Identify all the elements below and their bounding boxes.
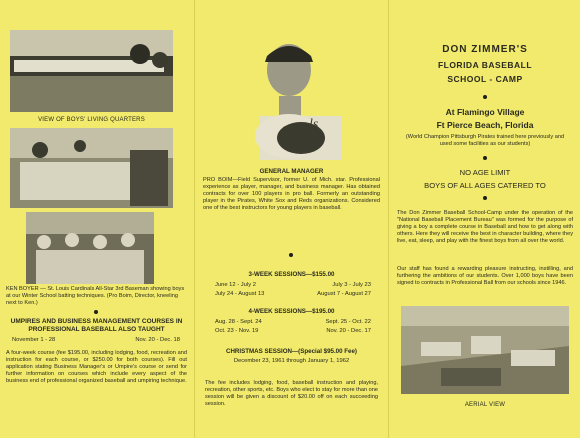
session-date: Sept. 25 - Oct. 22 [325,319,371,325]
svg-text:ls: ls [309,117,319,132]
session-date: Oct. 23 - Nov. 19 [215,328,259,334]
title-line-3: SCHOOL - CAMP [447,74,523,84]
four-week-row [215,328,371,334]
session-date: Nov. 20 - Dec. 17 [326,328,371,334]
fee-body: The fee includes lodging, food, baseball instruction and playing, recreation, other sports, etc. Boys who elect to stay for more than one session will be given a discount of $20.00 off on each succeeding session. [205,380,378,407]
christmas-dates: December 23, 1961 through January 1, 1962 [233,358,350,364]
caption-aerial: AERIAL VIEW [464,402,506,408]
caption-living-quarters: VIEW OF BOYS' LIVING QUARTERS [38,117,145,123]
umpires-heading: UMPIRES AND BUSINESS MANAGEMENT COURSES IN PROFESSIONAL BASEBALL ALSO TAUGHT [10,318,183,333]
middle-panel [194,0,388,438]
session-date: July 24 - August 13 [215,291,265,297]
gm-heading: GENERAL MANAGER [259,168,324,175]
intro-paragraph: The Don Zimmer Baseball School-Camp under the operation of the "National Baseball Placement Bureau" was formed for the purpose of giving a boy a complete course in Baseball and how to get along with others. Here they will receive the best in character building, where they live, eat, sleep, and play with the finest boys from all over the world. [397,210,573,244]
session-date: Aug. 28 - Sept. 24 [215,319,262,325]
left-panel [0,0,193,438]
three-week-heading: 3-WEEK SESSIONS—$155.00 [248,271,335,278]
right-panel [388,0,580,438]
staff-paragraph: Our staff has found a rewarding pleasure instructing, instilling, and furthering the ambitions of our students. Over 1,000 boys have been signed to contracts in Professional Ball from our schools since 1946. [397,266,573,286]
session-date: July 3 - July 23 [332,282,371,288]
four-week-row [215,319,371,325]
bullet [483,196,487,200]
umpires-date-1: November 1 - 28 [12,337,56,343]
umpires-dates [12,337,180,343]
pool-photo [10,128,173,208]
location-note: (World Champion Pittsburgh Pirates trained here previously and used some facilities as our students) [405,134,565,147]
ken-boyer-photo [26,212,154,284]
living-quarters-photo [10,30,173,112]
title-line-2: FLORIDA BASEBALL [437,60,533,70]
three-week-row [215,291,371,297]
umpires-date-2: Nov. 20 - Dec. 18 [135,337,180,343]
session-date: June 12 - July 2 [215,282,256,288]
location-line-1: At Flamingo Village [445,107,525,117]
no-age-limit: NO AGE LIMIT [459,168,511,177]
bullet [289,253,293,257]
umpires-body: A four-week course (fee $195.00, including lodging, food, recreation and instruction for each course, or $250.00 for both courses). Fill out application stating Business Manager's or Umpire's course or send for further information on courses which include every aspect of the business end of professional organized baseball and umpiring technique. [6,350,187,384]
bullet [94,310,98,314]
general-manager-photo [249,36,341,160]
four-week-heading: 4-WEEK SESSIONS—$195.00 [248,308,335,315]
location-line-2: Ft Pierce Beach, Florida [436,120,534,130]
christmas-heading: CHRISTMAS SESSION—(Special $95.00 Fee) [225,348,357,355]
three-week-row [215,282,371,288]
all-ages: BOYS OF ALL AGES CATERED TO [424,181,546,190]
session-date: August 7 - August 27 [317,291,371,297]
caption-ken-boyer: KEN BOYER — St. Louis Cardinals All-Star 3rd Baseman showing boys at our Winter School batting techniques. (Pro Boim, Director, kneeling next to Ken.) [6,286,185,306]
gm-body: PRO BOIM—Field Supervisor, former U. of Mich. star. Professional experience as player, manager, and business manager. Has obtained contracts for over 100 players in pro ball. Formerly an outstanding player in the Pirates, White Sox and Reds organizations. Considered one of the best instructors for young players in baseball. [203,177,380,211]
bullet [483,95,487,99]
bullet [483,156,487,160]
aerial-view-photo [401,306,569,394]
title-line-1: DON ZIMMER'S [442,44,528,55]
